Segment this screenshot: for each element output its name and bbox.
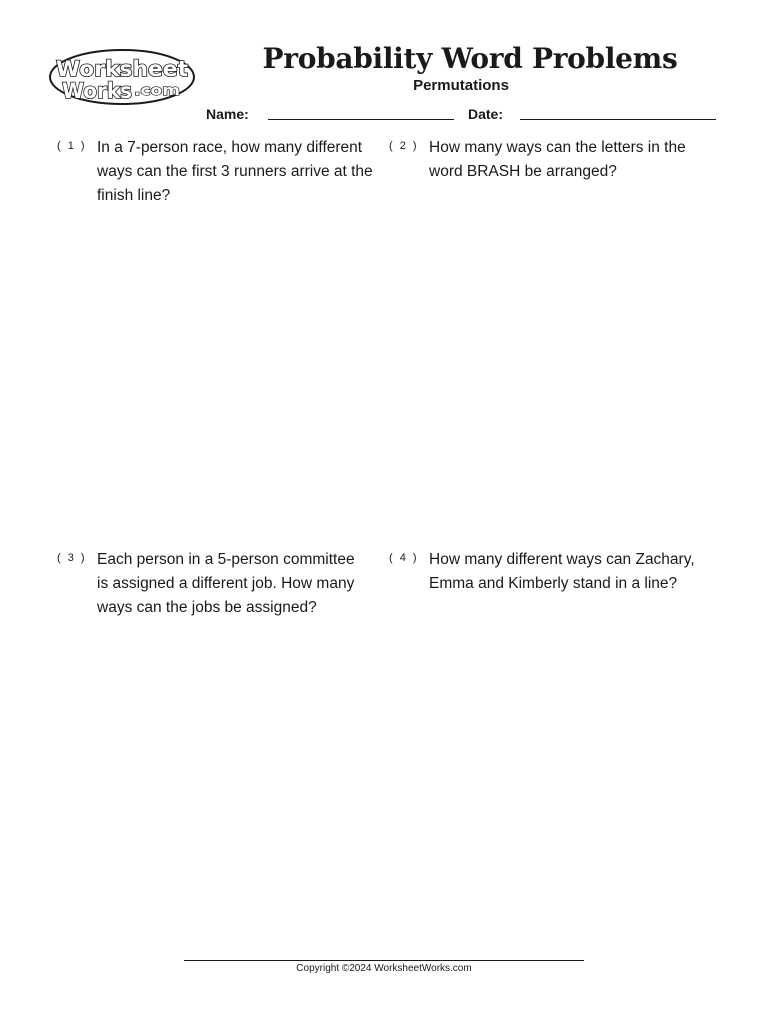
- footer-divider: [184, 960, 584, 961]
- problem-number: ( 3 ): [57, 552, 87, 564]
- problem-text: How many ways can the letters in the word BRASH be arranged?: [429, 139, 686, 180]
- name-line[interactable]: [268, 119, 454, 120]
- problem-text: In a 7-person race, how many different ways can the first 3 runners arrive at the finish line?: [97, 139, 373, 204]
- logo-line1: Worksheet: [56, 57, 188, 81]
- date-label: Date:: [468, 106, 504, 122]
- worksheet-title: Probability Word Problems: [262, 42, 678, 75]
- problem-number: ( 2 ): [389, 140, 419, 152]
- date-line[interactable]: [520, 119, 716, 120]
- problem-text: How many different ways can Zachary, Emma and Kimberly stand in a line?: [429, 551, 695, 592]
- logo-suffix: .com: [134, 83, 180, 99]
- name-label: Name:: [206, 106, 249, 122]
- problem-number: ( 1 ): [57, 140, 87, 152]
- problem-number: ( 4 ): [389, 552, 419, 564]
- logo-line2: Works: [62, 79, 132, 103]
- worksheet-subtitle: Permutations: [413, 77, 509, 94]
- worksheetworks-logo: [48, 48, 196, 106]
- problem-text: Each person in a 5-person committee is assigned a different job. How many ways can the jobs be assigned?: [97, 551, 355, 616]
- copyright-text: Copyright ©2024 WorksheetWorks.com: [296, 963, 472, 974]
